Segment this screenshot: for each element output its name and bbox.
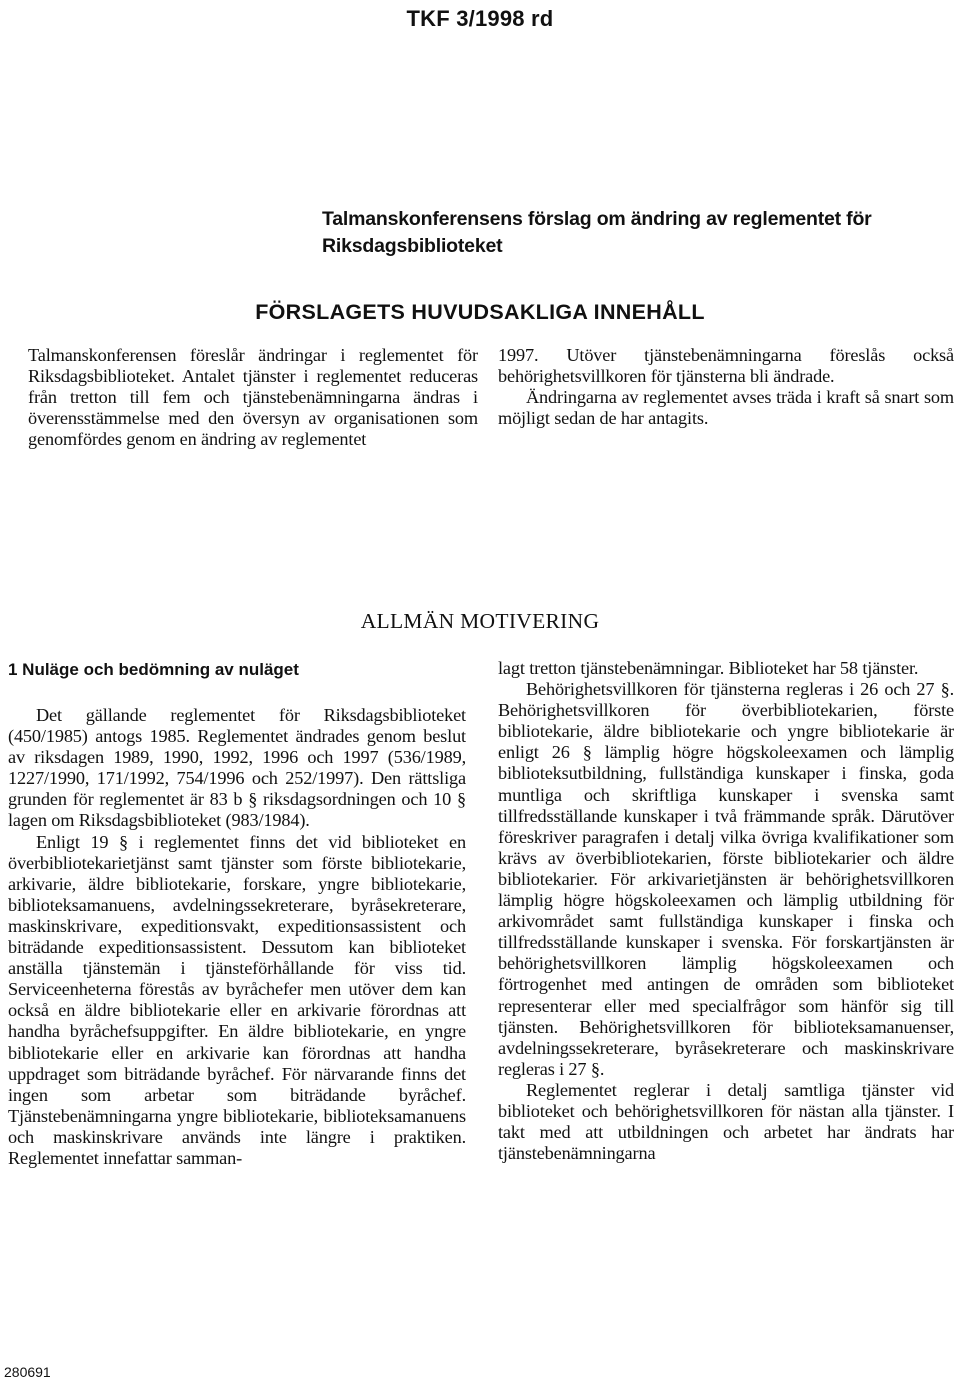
summary-paragraph-effective-date: Ändringarna av reglementet avses träda i kraft så snart som möjligt sedan de har antagits. bbox=[498, 387, 954, 429]
summary-paragraph: Talmanskonferensen föreslår ändringar i reglementet för Riksdagsbiblioteket. Antalet tjänster i reglementet reduceras från tretton till fem och tjänstebenämningarna ändras i överensstämmelse med den översyn av organisationen som genomfördes genom en ändring av reglementet bbox=[28, 345, 478, 450]
regulation-paragraph: Reglementet reglerar i detalj samtliga tjänster vid biblioteket och behörighetsvillkoren för nästan alla tjänster. I takt med att utbildningen och arbetet har ändrats har tjänstebenämningarna bbox=[498, 1079, 954, 1164]
motivation-column-left bbox=[8, 705, 466, 1169]
motivation-column-right bbox=[498, 658, 954, 1164]
legal-basis-paragraph: Det gällande reglementet för Riksdagsbiblioteket (450/1985) antogs 1985. Reglementet ändrades genom beslut av riksdagen 1989, 1990, 1992, 1996 och 1997 (536/1989, 1227/1990, 171/1992, 754/1996 och 252/1997). Den rättsliga grunden för reglementet är 83 b § riksdagsordningen och 10 § lagen om Riksdagsbiblioteket (983/1984). bbox=[8, 705, 466, 831]
footer-code: 280691 bbox=[4, 1364, 51, 1380]
positions-paragraph: Enligt 19 § i reglementet finns det vid biblioteket en överbibliotekarietjänst samt tjänster som förste bibliotekarie, arkivarie, äldre bibliotekarie, forskare, yngre bibliotekarie, biblioteksamanuens, avdelningssekreterare, byråsekreterare, maskinskrivare, expeditionsvakt, expeditionsassistent och biträdande expeditionsassistent. Dessutom kan biblioteket anställa tjänstemän i tjänsteförhållande för viss tid. Serviceenheterna förestås av byråchefer men utöver dem kan också en äldre bibliotekarie eller en arkivarie förordnas att handha byråchefsuppgifter. En äldre bibliotekarie, en yngre bibliotekarie eller en arkivarie kan förordnas att handha uppdraget som biträdande byråchef. För närvarande finns det ingen som arbetar som biträdande byråchef. Tjänstebenämningarna yngre bibliotekarie, biblioteksamanuens och maskinskrivare används inte längre i praktiken. Reglementet innefattar samman- bbox=[8, 831, 466, 1168]
qualifications-paragraph: Behörighetsvillkoren för tjänsterna regleras i 26 och 27 §. Behörighetsvillkoren för överbibliotekarien, förste bibliotekarie, äldre bibliotekarie och yngre bibliotekarie är enligt 26 § lämplig högre högskoleexamen och lämplig biblioteksutbildning, fullständiga kunskaper i finska, goda muntliga och skriftliga kunskaper i svenska samt tillfredsställande kunskaper i två främmande språk. Därutöver föreskriver paragrafen i detalj vilka övriga kvalifikationer som krävs av överbibliotekarien, förste bibliotekarier och äldre bibliotekarier. För arkivarietjänsten är behörighetsvillkoren lämplig högre högskoleexamen och lämplig utbildning för arkivområdet samt fullständiga kunskaper i finska och tillfredsställande kunskaper i svenska. För forskartjänsten är behörighetsvillkoren lämplig högskoleexamen och förtrogenhet med antingen de områden som biblioteket representerar eller med specialfrågor som hänför sig till tjänsten. Behörighetsvillkoren för biblioteksamanuenser, avdelningssekreterare, byråsekreterare och maskinskrivare regleras i 27 §. bbox=[498, 679, 954, 1079]
positions-paragraph-continued: lagt tretton tjänstebenämningar. Biblioteket har 58 tjänster. bbox=[498, 658, 919, 678]
summary-column-right bbox=[498, 345, 954, 429]
summary-heading: FÖRSLAGETS HUVUDSAKLIGA INNEHÅLL bbox=[255, 300, 705, 324]
summary-column-left bbox=[28, 345, 478, 450]
summary-paragraph-continued: 1997. Utöver tjänstebenämningarna föreslås också behörighetsvillkoren för tjänsterna bli ändrade. bbox=[498, 345, 954, 387]
document-code: TKF 3/1998 rd bbox=[406, 6, 554, 31]
motivation-heading: ALLMÄN MOTIVERING bbox=[360, 609, 600, 633]
document-title: Talmanskonferensens förslag om ändring av reglementet för Riksdagsbiblioteket bbox=[322, 208, 872, 257]
section-subheading: 1 Nuläge och bedömning av nuläget bbox=[8, 660, 299, 679]
